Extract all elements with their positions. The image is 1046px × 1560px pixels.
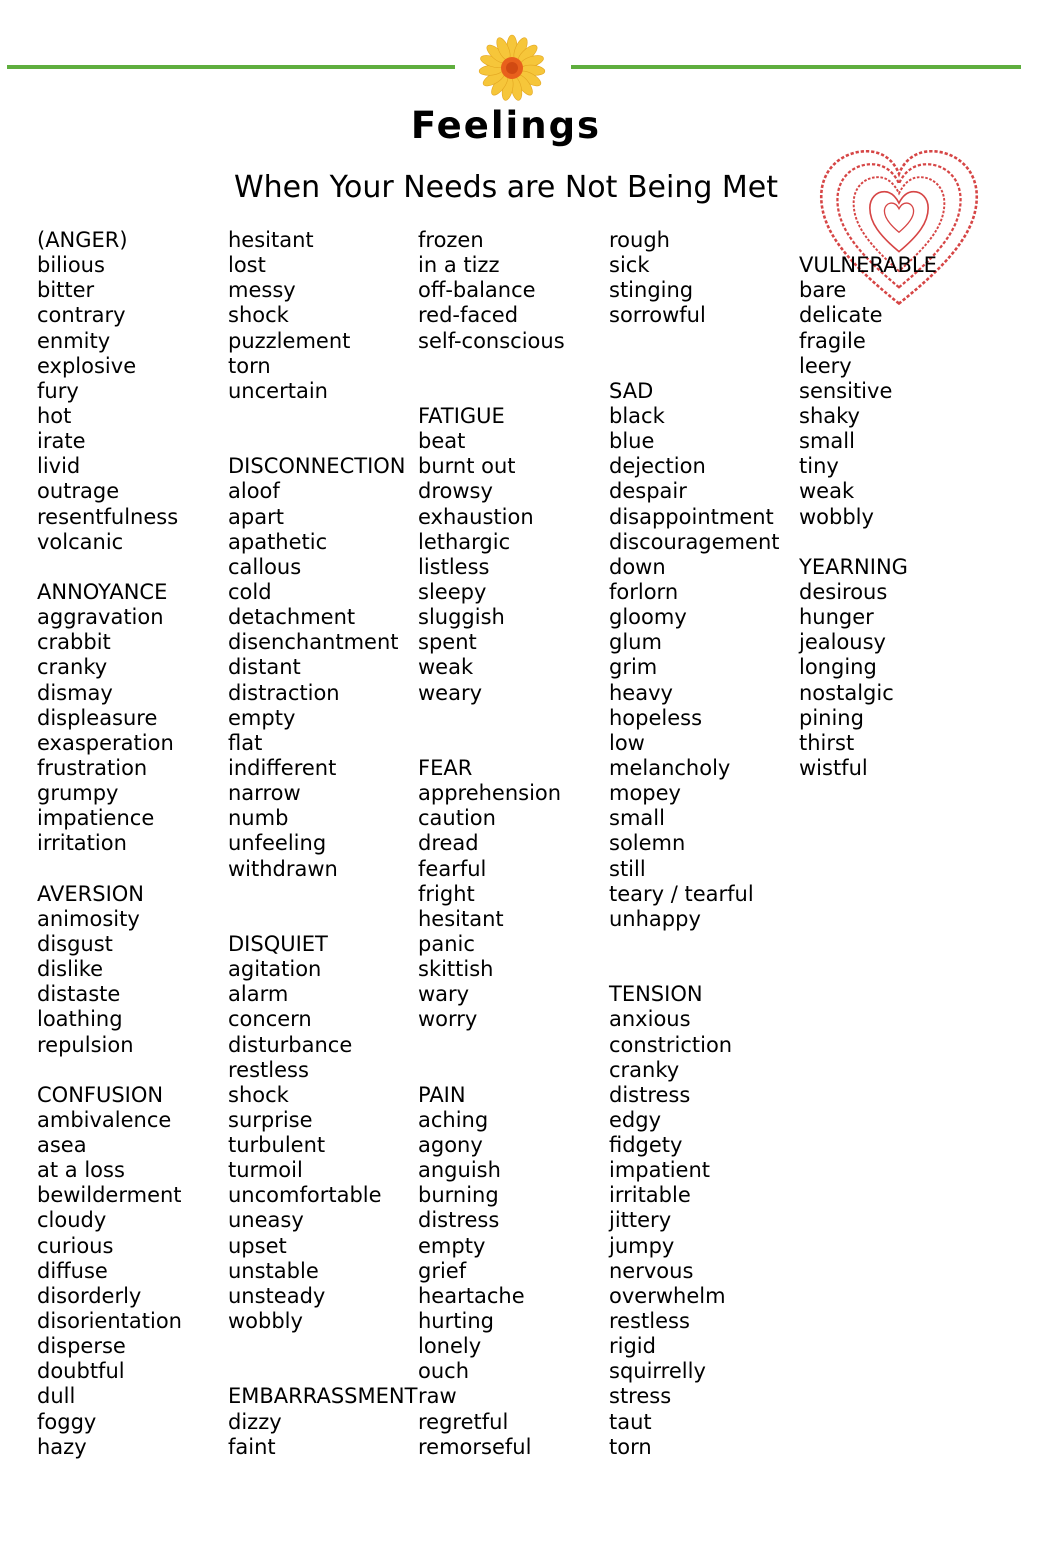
feeling-word: callous: [228, 554, 302, 579]
feeling-word: torn: [228, 353, 271, 378]
word-column-5: [799, 228, 937, 781]
sunflower-icon: [478, 34, 546, 102]
feeling-word: enmity: [37, 328, 111, 353]
feeling-word: empty: [418, 1233, 486, 1258]
feeling-word: cranky: [37, 655, 108, 680]
feeling-word: disturbance: [228, 1032, 353, 1057]
feeling-word: sensitive: [799, 378, 893, 403]
feeling-word: bitter: [37, 278, 95, 303]
feeling-word: melancholy: [609, 755, 731, 780]
word-column-1: [37, 228, 182, 1460]
feeling-word: fury: [37, 378, 79, 403]
feeling-word: anguish: [418, 1158, 501, 1183]
feeling-word: aggravation: [37, 605, 164, 630]
feeling-word: loathing: [37, 1007, 123, 1032]
feeling-word: irate: [37, 429, 86, 454]
feeling-word: jittery: [609, 1208, 672, 1233]
feeling-word: restless: [609, 1309, 690, 1334]
feeling-word: raw: [418, 1384, 457, 1409]
feeling-word: livid: [37, 454, 81, 479]
feeling-word: impatience: [37, 806, 155, 831]
feeling-word: flat: [228, 730, 263, 755]
category-heading: SAD: [609, 378, 654, 403]
feeling-word: empty: [228, 705, 296, 730]
feeling-word: asea: [37, 1133, 87, 1158]
feeling-word: rough: [609, 228, 670, 252]
feeling-word: curious: [37, 1233, 114, 1258]
feeling-word: at a loss: [37, 1158, 125, 1183]
feeling-word: forlorn: [609, 579, 679, 604]
feeling-word: hesitant: [228, 228, 314, 252]
feeling-word: lonely: [418, 1334, 482, 1359]
feeling-word: hurting: [418, 1309, 494, 1334]
feeling-word: hot: [37, 403, 72, 428]
category-heading: DISCONNECTION: [228, 454, 406, 479]
feeling-word: wary: [418, 982, 470, 1007]
feeling-word: aloof: [228, 479, 280, 504]
feeling-word: exhaustion: [418, 504, 534, 529]
feeling-word: doubtful: [37, 1359, 125, 1384]
feeling-word: lost: [228, 253, 266, 278]
category-heading: DISQUIET: [228, 931, 328, 956]
feeling-word: grim: [609, 655, 658, 680]
page-title: Feelings: [410, 104, 602, 147]
feeling-word: hesitant: [418, 906, 504, 931]
category-heading: YEARNING: [799, 554, 908, 579]
feeling-word: jealousy: [799, 630, 886, 655]
feeling-word: pining: [799, 705, 864, 730]
feeling-word: crabbit: [37, 630, 111, 655]
feeling-word: self-conscious: [418, 328, 565, 353]
feeling-word: remorseful: [418, 1434, 532, 1459]
category-heading: PAIN: [418, 1082, 466, 1107]
feeling-word: teary / tearful: [609, 881, 754, 906]
feeling-word: hunger: [799, 605, 874, 630]
feeling-word: red-faced: [418, 303, 519, 328]
feeling-word: dizzy: [228, 1409, 282, 1434]
category-heading: VULNERABLE: [799, 253, 937, 278]
feeling-word: overwhelm: [609, 1283, 726, 1308]
feeling-word: distress: [418, 1208, 500, 1233]
feeling-word: repulsion: [37, 1032, 134, 1057]
feeling-word: disappointment: [609, 504, 774, 529]
feeling-word: disgust: [37, 931, 113, 956]
feeling-word: small: [609, 806, 665, 831]
feeling-word: exasperation: [37, 730, 174, 755]
feeling-word: dread: [418, 831, 479, 856]
feeling-word: numb: [228, 806, 289, 831]
feeling-word: mopey: [609, 781, 681, 806]
category-heading: EMBARRASSMENT: [228, 1384, 418, 1409]
feeling-word: stress: [609, 1384, 672, 1409]
feeling-word: distraction: [228, 680, 340, 705]
feeling-word: shock: [228, 1082, 289, 1107]
word-column-2: [228, 228, 417, 1460]
feeling-word: sick: [609, 253, 650, 278]
feeling-word: squirrelly: [609, 1359, 706, 1384]
feeling-word: cranky: [609, 1057, 680, 1082]
feeling-word: irritable: [609, 1183, 691, 1208]
feeling-word: puzzlement: [228, 328, 351, 353]
feeling-word: uneasy: [228, 1208, 304, 1233]
feeling-word: withdrawn: [228, 856, 338, 881]
feeling-word: shock: [228, 303, 289, 328]
feeling-word: animosity: [37, 906, 140, 931]
spacer: [228, 1359, 417, 1384]
feeling-word: agitation: [228, 957, 322, 982]
feeling-word: gloomy: [609, 605, 687, 630]
feeling-word: distant: [228, 655, 301, 680]
feeling-word: hazy: [37, 1434, 87, 1459]
spacer: [228, 882, 417, 907]
feeling-word: explosive: [37, 353, 137, 378]
feeling-word: thirst: [799, 730, 855, 755]
feeling-word: regretful: [418, 1409, 509, 1434]
feeling-word: wobbly: [228, 1309, 303, 1334]
feeling-word: jumpy: [609, 1233, 675, 1258]
feeling-word: nostalgic: [799, 680, 894, 705]
feeling-word: detachment: [228, 605, 356, 630]
feeling-word: torn: [609, 1434, 652, 1459]
spacer: [418, 379, 565, 404]
spacer: [418, 1058, 565, 1083]
feeling-word: black: [609, 403, 665, 428]
feeling-word: diffuse: [37, 1258, 108, 1283]
feeling-word: fidgety: [609, 1133, 683, 1158]
feeling-word: unsteady: [228, 1283, 326, 1308]
feeling-word: unhappy: [609, 906, 701, 931]
category-heading: CONFUSION: [37, 1082, 164, 1107]
feeling-word: shaky: [799, 403, 860, 428]
feeling-word: bilious: [37, 253, 105, 278]
category-heading: ANNOYANCE: [37, 579, 168, 604]
feeling-word: in a tizz: [418, 253, 500, 278]
spacer: [609, 957, 779, 982]
feeling-word: unstable: [228, 1258, 319, 1283]
spacer: [228, 429, 417, 454]
feeling-word: bare: [799, 278, 847, 303]
feeling-word: distaste: [37, 982, 121, 1007]
feeling-word: skittish: [418, 957, 494, 982]
feeling-word: weak: [418, 655, 474, 680]
feeling-word: still: [609, 856, 646, 881]
feeling-word: upset: [228, 1233, 287, 1258]
feeling-word: burning: [418, 1183, 499, 1208]
feeling-word: narrow: [228, 781, 301, 806]
spacer: [228, 907, 417, 932]
feeling-word: rigid: [609, 1334, 656, 1359]
feeling-word: constriction: [609, 1032, 733, 1057]
feeling-word: desirous: [799, 579, 888, 604]
feeling-word: uncertain: [228, 378, 328, 403]
feeling-word: taut: [609, 1409, 652, 1434]
feeling-word: aching: [418, 1107, 489, 1132]
feeling-word: solemn: [609, 831, 686, 856]
feeling-word: resentfulness: [37, 504, 179, 529]
page-subtitle: When Your Needs are Not Being Met: [233, 170, 779, 205]
feeling-word: sleepy: [418, 579, 487, 604]
spacer: [609, 329, 779, 354]
spacer: [228, 1334, 417, 1359]
feeling-word: dull: [37, 1384, 76, 1409]
feeling-word: alarm: [228, 982, 289, 1007]
spacer: [609, 932, 779, 957]
spacer: [418, 1033, 565, 1058]
feeling-word: irritation: [37, 831, 127, 856]
feeling-word: burnt out: [418, 454, 516, 479]
feeling-word: small: [799, 429, 855, 454]
word-column-3: [418, 228, 565, 1460]
feeling-word: turbulent: [228, 1133, 326, 1158]
feeling-word: frozen: [418, 228, 484, 252]
feeling-word: tiny: [799, 454, 839, 479]
feeling-word: dejection: [609, 454, 706, 479]
feeling-word: ouch: [418, 1359, 470, 1384]
feeling-word: drowsy: [418, 479, 493, 504]
feeling-word: heartache: [418, 1283, 525, 1308]
feeling-word: listless: [418, 554, 490, 579]
feeling-word: discouragement: [609, 529, 780, 554]
feeling-word: concern: [228, 1007, 312, 1032]
top-rule-right: [571, 65, 1021, 69]
feeling-word: delicate: [799, 303, 883, 328]
feeling-word: dismay: [37, 680, 113, 705]
feeling-word: apathetic: [228, 529, 328, 554]
feeling-word: down: [609, 554, 666, 579]
feeling-word: turmoil: [228, 1158, 303, 1183]
feeling-word: volcanic: [37, 529, 124, 554]
feeling-word: impatient: [609, 1158, 711, 1183]
feeling-word: frustration: [37, 755, 148, 780]
spacer: [418, 354, 565, 379]
feeling-word: indifferent: [228, 755, 337, 780]
category-heading: FEAR: [418, 755, 473, 780]
spacer: [37, 857, 182, 882]
feeling-word: unfeeling: [228, 831, 327, 856]
feeling-word: apart: [228, 504, 284, 529]
feeling-word: sluggish: [418, 605, 505, 630]
feeling-word: glum: [609, 630, 662, 655]
feeling-word: ambivalence: [37, 1107, 172, 1132]
feeling-word: leery: [799, 353, 852, 378]
feeling-word: panic: [418, 931, 475, 956]
feeling-word: restless: [228, 1057, 309, 1082]
feeling-word: beat: [418, 429, 466, 454]
feeling-word: despair: [609, 479, 687, 504]
feeling-word: wistful: [799, 755, 868, 780]
feeling-word: fearful: [418, 856, 487, 881]
category-heading: AVERSION: [37, 881, 145, 906]
feeling-word: weak: [799, 479, 855, 504]
feeling-word: edgy: [609, 1107, 662, 1132]
feeling-word: fragile: [799, 328, 866, 353]
spacer: [799, 530, 937, 555]
feeling-word: cold: [228, 579, 272, 604]
word-column-4: [609, 228, 779, 1460]
feeling-word: longing: [799, 655, 877, 680]
spacer: [37, 555, 182, 580]
top-rule-left: [7, 65, 455, 69]
feeling-word: off-balance: [418, 278, 536, 303]
spacer: [228, 404, 417, 429]
spacer: [609, 354, 779, 379]
feeling-word: disorderly: [37, 1283, 142, 1308]
feeling-word: fright: [418, 881, 475, 906]
feeling-word: spent: [418, 630, 477, 655]
feeling-word: grumpy: [37, 781, 119, 806]
feeling-word: distress: [609, 1082, 691, 1107]
feeling-word: foggy: [37, 1409, 97, 1434]
feeling-word: messy: [228, 278, 296, 303]
feeling-word: worry: [418, 1007, 478, 1032]
feeling-word: disorientation: [37, 1309, 182, 1334]
feeling-word: faint: [228, 1434, 276, 1459]
feeling-word: apprehension: [418, 781, 562, 806]
feeling-word: uncomfortable: [228, 1183, 382, 1208]
feeling-word: lethargic: [418, 529, 511, 554]
feeling-word: grief: [418, 1258, 467, 1283]
feeling-word: disperse: [37, 1334, 126, 1359]
category-heading: FATIGUE: [418, 403, 505, 428]
feeling-word: stinging: [609, 278, 694, 303]
spacer: [418, 706, 565, 731]
feeling-word: disenchantment: [228, 630, 399, 655]
feeling-word: caution: [418, 806, 496, 831]
feeling-word: sorrowful: [609, 303, 706, 328]
feeling-word: agony: [418, 1133, 483, 1158]
feeling-word: blue: [609, 429, 655, 454]
feeling-word: surprise: [228, 1107, 313, 1132]
feeling-word: bewilderment: [37, 1183, 182, 1208]
spacer: [418, 731, 565, 756]
feeling-word: dislike: [37, 957, 104, 982]
feeling-word: nervous: [609, 1258, 694, 1283]
feeling-word: wobbly: [799, 504, 874, 529]
feeling-word: weary: [418, 680, 483, 705]
feeling-word: hopeless: [609, 705, 703, 730]
spacer: [37, 1058, 182, 1083]
category-heading: TENSION: [609, 982, 703, 1007]
feeling-word: cloudy: [37, 1208, 107, 1233]
feeling-word: low: [609, 730, 645, 755]
feeling-word: displeasure: [37, 705, 158, 730]
feeling-word: anxious: [609, 1007, 691, 1032]
spacer: [799, 228, 937, 253]
feeling-word: contrary: [37, 303, 126, 328]
feeling-word: outrage: [37, 479, 120, 504]
feeling-word: heavy: [609, 680, 673, 705]
category-heading: (ANGER): [37, 228, 128, 252]
